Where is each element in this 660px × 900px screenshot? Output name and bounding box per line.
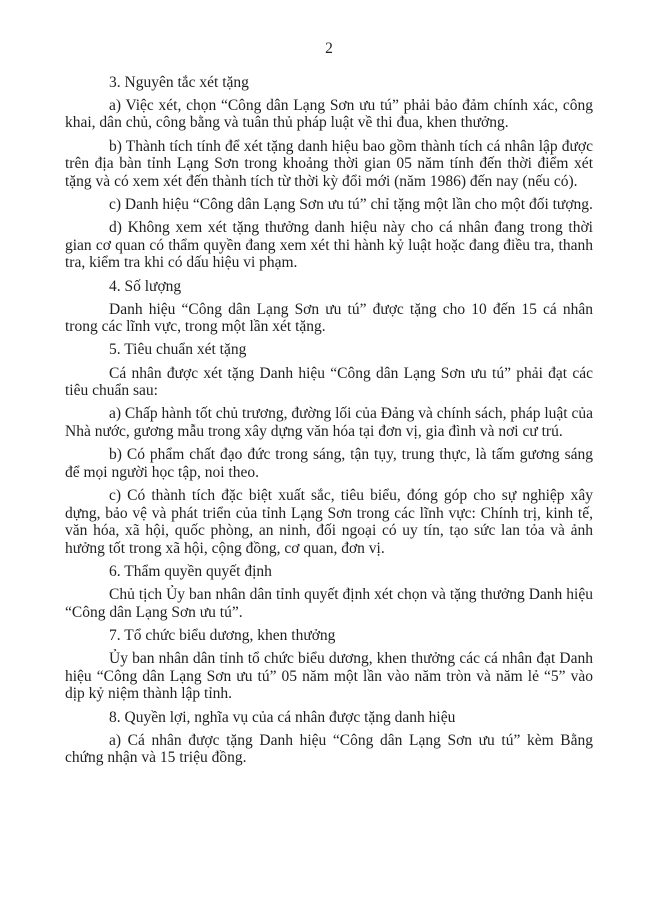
- paragraph-5c: c) Có thành tích đặc biệt xuất sắc, tiêu biểu, đóng góp cho sự nghiệp xây dựng, bảo vệ và phát triển của tỉnh Lạng Sơn trong các lĩnh vực: Chính trị, kinh tế, văn hóa, xã hội, quốc phòng, an ninh, đối ngoại có uy tín, tạo sức lan tỏa và ảnh hưởng tốt trong xã hội, cộng đồng, cơ quan, đơn vị.: [65, 487, 593, 557]
- section-heading-5: 5. Tiêu chuẩn xét tặng: [109, 341, 247, 359]
- paragraph-7: Ủy ban nhân dân tỉnh tổ chức biểu dương, khen thưởng các cá nhân đạt Danh hiệu “Công dân Lạng Sơn ưu tú” 05 năm một lần vào năm tròn và năm lẻ “5” vào dịp kỷ niệm thành lập tỉnh.: [65, 650, 593, 703]
- paragraph-3c: c) Danh hiệu “Công dân Lạng Sơn ưu tú” chỉ tặng một lần cho một đối tượng.: [109, 195, 593, 213]
- paragraph-6: Chủ tịch Ủy ban nhân dân tỉnh quyết định xét chọn và tặng thưởng Danh hiệu “Công dân Lạng Sơn ưu tú”.: [65, 586, 593, 621]
- section-heading-4: 4. Số lượng: [109, 277, 182, 295]
- paragraph-5b: b) Có phẩm chất đạo đức trong sáng, tận tụy, trung thực, là tấm gương sáng để mọi người học tập, noi theo.: [65, 446, 593, 481]
- paragraph-3b: b) Thành tích tính để xét tặng danh hiệu bao gồm thành tích cá nhân lập được trên địa bàn tỉnh Lạng Sơn trong khoảng thời gian 05 năm tính đến thời điểm xét tặng và có xem xét đến thành tích từ thời kỳ đổi mới (năm 1986) đến nay (nếu có).: [65, 137, 593, 190]
- page-number: 2: [325, 40, 333, 57]
- section-heading-7: 7. Tổ chức biểu dương, khen thưởng: [109, 626, 336, 644]
- paragraph-5-intro: Cá nhân được xét tặng Danh hiệu “Công dân Lạng Sơn ưu tú” phải đạt các tiêu chuẩn sau:: [65, 364, 593, 400]
- section-heading-8: 8. Quyền lợi, nghĩa vụ của cá nhân được tặng danh hiệu: [109, 708, 456, 726]
- paragraph-4: Danh hiệu “Công dân Lạng Sơn ưu tú” được tặng cho 10 đến 15 cá nhân trong các lĩnh vực, trong một lần xét tặng.: [65, 300, 593, 336]
- section-heading-6: 6. Thẩm quyền quyết định: [109, 562, 272, 580]
- paragraph-3a: a) Việc xét, chọn “Công dân Lạng Sơn ưu tú” phải bảo đảm chính xác, công khai, dân chủ, công bằng và tuân thủ pháp luật về thi đua, khen thưởng.: [65, 96, 593, 132]
- document-body: [65, 74, 593, 767]
- paragraph-5a: a) Chấp hành tốt chủ trương, đường lối của Đảng và chính sách, pháp luật của Nhà nước, gương mẫu trong xây dựng văn hóa tại đơn vị, gia đình và nơi cư trú.: [65, 405, 593, 441]
- section-heading-3: 3. Nguyên tắc xét tặng: [109, 73, 249, 91]
- paragraph-3d: d) Không xem xét tặng thưởng danh hiệu này cho cá nhân đang trong thời gian cơ quan có thẩm quyền đang xem xét thi hành kỷ luật hoặc đang điều tra, thanh tra, kiểm tra khi có dấu hiệu vi phạm.: [65, 219, 593, 272]
- paragraph-8a: a) Cá nhân được tặng Danh hiệu “Công dân Lạng Sơn ưu tú” kèm Bằng chứng nhận và 15 triệu đồng.: [65, 731, 593, 767]
